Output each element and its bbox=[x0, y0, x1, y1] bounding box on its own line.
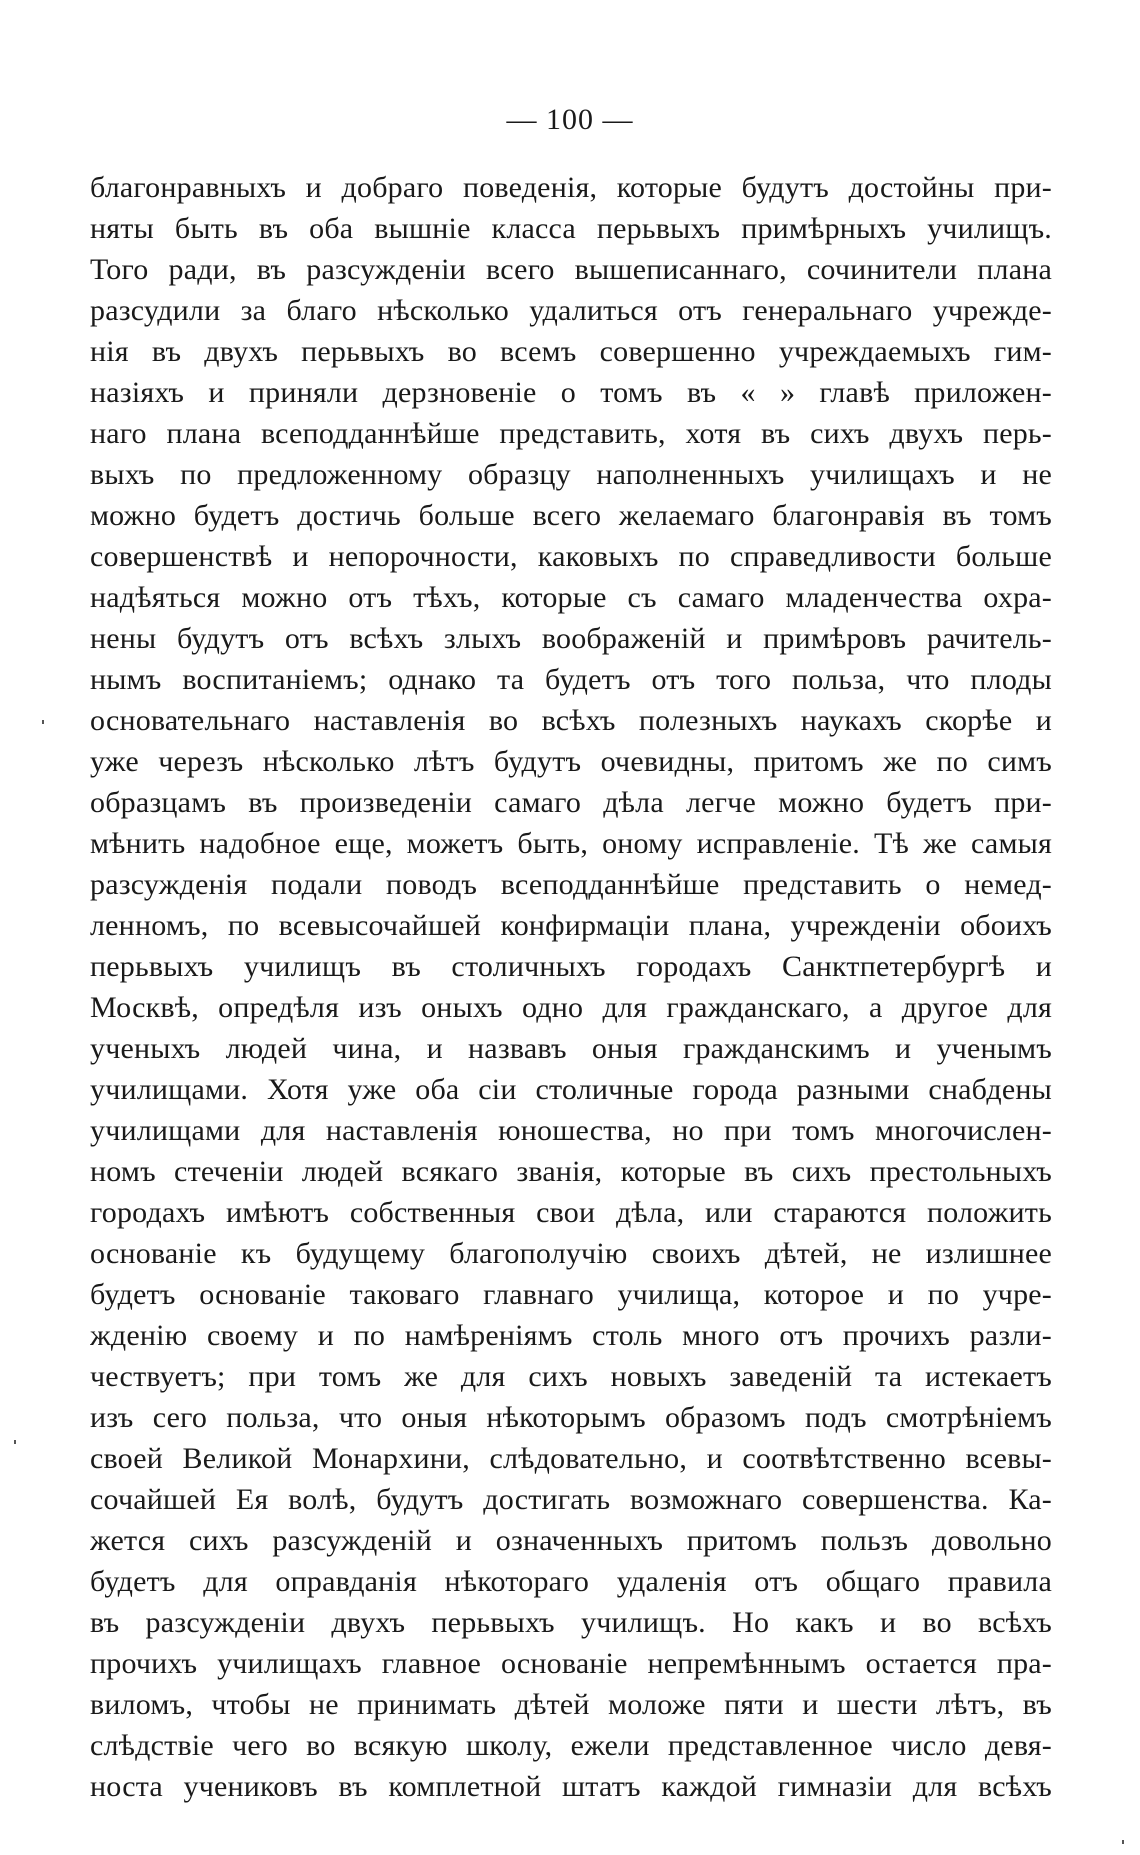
text-line: Того ради, въ разсужденіи всего вышеписаннаго, сочинители плана bbox=[90, 253, 1052, 286]
text-line: будетъ для оправданія нѣкотораго удаленія отъ общаго правила bbox=[90, 1565, 1052, 1598]
text-line: будетъ основаніе таковаго главнаго училища, которое и по учре- bbox=[90, 1278, 1052, 1311]
text-line: городахъ имѣютъ собственныя свои дѣла, или стараются положить bbox=[90, 1196, 1052, 1229]
text-line: уже черезъ нѣсколько лѣтъ будутъ очевидны, притомъ же по симъ bbox=[90, 745, 1052, 778]
text-line: прочихъ училищахъ главное основаніе непремѣннымъ остается пра- bbox=[90, 1647, 1052, 1680]
text-line: надѣяться можно отъ тѣхъ, которые съ самаго младенчества охра- bbox=[90, 581, 1052, 614]
text-line: носта учениковъ въ комплетной штатъ каждой гимназіи для всѣхъ bbox=[90, 1770, 1052, 1803]
text-line: въ разсужденіи двухъ перьвыхъ училищъ. Но какъ и во всѣхъ bbox=[90, 1606, 1052, 1639]
text-line: наго плана всеподданнѣйше представить, хотя въ сихъ двухъ перь- bbox=[90, 417, 1052, 450]
text-line: назіяхъ и приняли дерзновеніе о томъ въ « » главѣ приложен- bbox=[90, 376, 1052, 409]
text-line: перьвыхъ училищъ въ столичныхъ городахъ Санктпетербургѣ и bbox=[90, 950, 1052, 983]
body-text bbox=[90, 167, 1052, 1807]
text-line: изъ сего польза, что оныя нѣкоторымъ образомъ подъ смотрѣніемъ bbox=[90, 1401, 1052, 1434]
text-line: слѣдствіе чего во всякую школу, ежели представленное число девя- bbox=[90, 1729, 1052, 1762]
text-line: сочайшей Ея волѣ, будутъ достигать возможнаго совершенства. Ка- bbox=[90, 1483, 1052, 1516]
text-line: чествуетъ; при томъ же для сихъ новыхъ заведеній та истекаетъ bbox=[90, 1360, 1052, 1393]
text-line: образцамъ въ произведеніи самаго дѣла легче можно будетъ при- bbox=[90, 786, 1052, 819]
text-line: разсужденія подали поводъ всеподданнѣйше представить о немед- bbox=[90, 868, 1052, 901]
text-line: основательнаго наставленія во всѣхъ полезныхъ наукахъ скорѣе и bbox=[90, 704, 1052, 737]
text-line: мѣнить надобное еще, можетъ быть, оному исправленіе. Тѣ же самыя bbox=[90, 827, 1052, 860]
text-line: разсудили за благо нѣсколько удалиться отъ генеральнаго учрежде- bbox=[90, 294, 1052, 327]
text-line: совершенствѣ и непорочности, каковыхъ по справедливости больше bbox=[90, 540, 1052, 573]
scan-speck bbox=[42, 720, 44, 724]
page-number: — 100 — bbox=[506, 103, 634, 136]
text-line: нія въ двухъ перьвыхъ во всемъ совершенно учреждаемыхъ гим- bbox=[90, 335, 1052, 368]
text-line: училищами для наставленія юношества, но при томъ многочислен- bbox=[90, 1114, 1052, 1147]
scan-speck bbox=[14, 1440, 16, 1444]
text-line: жется сихъ разсужденій и означенныхъ притомъ пользъ довольно bbox=[90, 1524, 1052, 1557]
text-line: виломъ, чтобы не принимать дѣтей моложе пяти и шести лѣтъ, въ bbox=[90, 1688, 1052, 1721]
text-line: номъ стеченіи людей всякаго званія, которые въ сихъ престольныхъ bbox=[90, 1155, 1052, 1188]
text-line: Москвѣ, опредѣля изъ оныхъ одно для гражданскаго, а другое для bbox=[90, 991, 1052, 1024]
text-line: жденію своему и по намѣреніямъ столь много отъ прочихъ разли- bbox=[90, 1319, 1052, 1352]
text-line: выхъ по предложенному образцу наполненныхъ училищахъ и не bbox=[90, 458, 1052, 491]
text-line: основаніе къ будущему благополучію своихъ дѣтей, не излишнее bbox=[90, 1237, 1052, 1270]
text-line: можно будетъ достичь больше всего желаемаго благонравія въ томъ bbox=[90, 499, 1052, 532]
text-line: нены будутъ отъ всѣхъ злыхъ воображеній и примѣровъ рачитель- bbox=[90, 622, 1052, 655]
scan-speck bbox=[1122, 1840, 1124, 1844]
text-line: ленномъ, по всевысочайшей конфирмаціи плана, учрежденіи обоихъ bbox=[90, 909, 1052, 942]
text-line: нымъ воспитаніемъ; однако та будетъ отъ того польза, что плоды bbox=[90, 663, 1052, 696]
text-line: ученыхъ людей чина, и назвавъ оныя гражданскимъ и ученымъ bbox=[90, 1032, 1052, 1065]
text-line: училищами. Хотя уже оба сіи столичные города разными снабдены bbox=[90, 1073, 1052, 1106]
text-line: няты быть въ оба вышніе класса перьвыхъ примѣрныхъ училищъ. bbox=[90, 212, 1052, 245]
text-line: благонравныхъ и добраго поведенія, которые будутъ достойны при- bbox=[90, 171, 1052, 204]
text-line: своей Великой Монархини, слѣдовательно, и соотвѣтственно всевы- bbox=[90, 1442, 1052, 1475]
